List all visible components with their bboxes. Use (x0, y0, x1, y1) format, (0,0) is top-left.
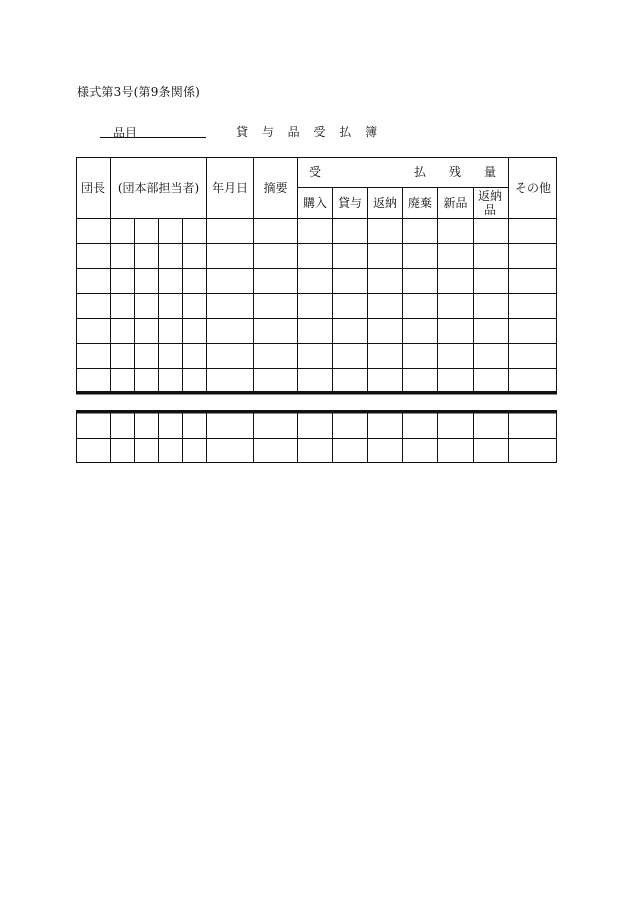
header-date: 年月日 (211, 180, 248, 195)
header-team-leader: 団長 (80, 180, 105, 195)
header-return: 返納 (372, 196, 397, 210)
register-title: 貸 与 品 受 払 簿 (236, 125, 378, 139)
header-disposal: 廃棄 (407, 196, 432, 210)
header-team-staff: (団本部担当者) (117, 180, 200, 195)
item-label: 品目 (113, 126, 138, 140)
header-receipt-right: 払 (413, 165, 426, 179)
header-new-item: 新品 (443, 196, 468, 210)
ledger-table (76, 157, 557, 463)
break-gap (76, 393, 557, 412)
header-receipt-left: 受 (308, 165, 321, 179)
form-number: 様式第3号(第9条関係) (77, 85, 201, 99)
header-summary: 摘要 (263, 180, 288, 195)
header-purchase: 購入 (302, 196, 327, 210)
header-loan: 貸与 (337, 196, 362, 210)
item-value-line[interactable] (100, 137, 206, 138)
break-line-bottom (76, 410, 557, 414)
header-returned-item: 返納品 (477, 189, 502, 217)
header-balance-right: 量 (483, 165, 496, 179)
break-line-top (76, 391, 557, 395)
header-balance-left: 残 (448, 165, 461, 179)
header-other: その他 (514, 180, 551, 195)
